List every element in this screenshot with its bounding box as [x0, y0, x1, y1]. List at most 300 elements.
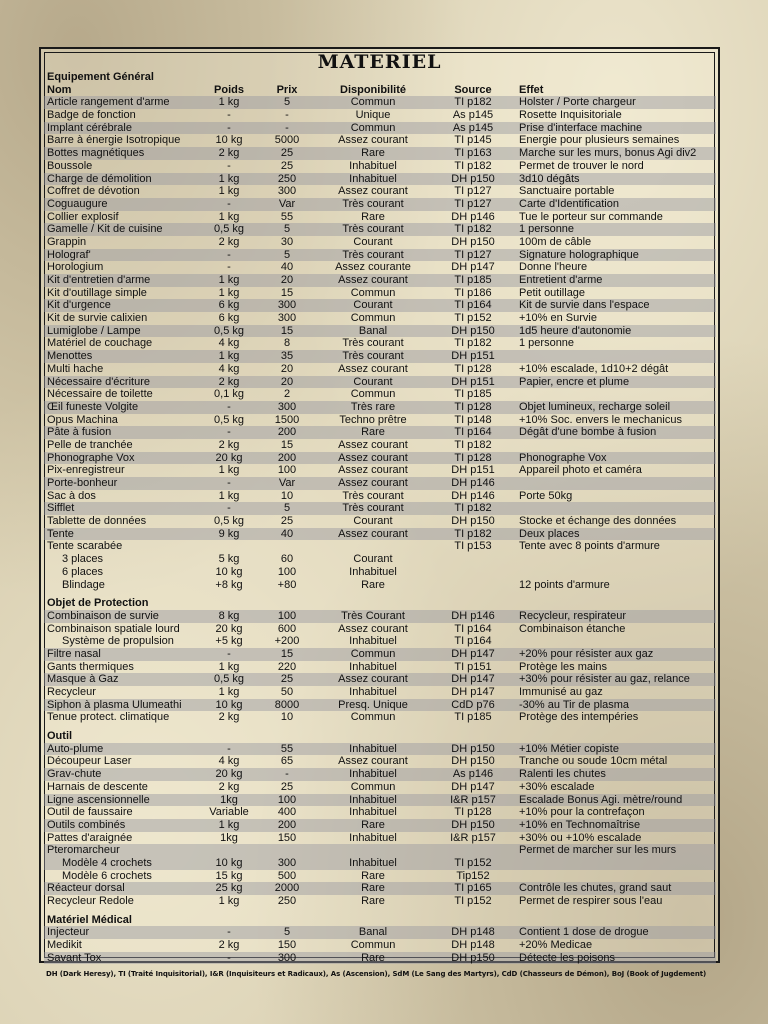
item-availability: Inhabituel	[349, 172, 397, 185]
table-row	[44, 515, 716, 528]
table-row	[44, 96, 716, 109]
item-weight: 2 kg	[218, 780, 240, 793]
item-price: 150	[277, 939, 297, 952]
item-effect: Prise d'interface machine	[519, 121, 643, 134]
item-effect: -30% au Tir de plasma	[519, 698, 630, 711]
item-weight: 2 kg	[218, 438, 240, 451]
item-weight: -	[227, 197, 231, 210]
item-price: 25	[280, 673, 294, 686]
item-price: 60	[280, 553, 294, 566]
item-source: DH p150	[451, 951, 495, 964]
table-row	[44, 540, 716, 553]
section-name: Matériel Médical	[47, 913, 132, 926]
item-price: 20	[280, 375, 294, 388]
item-weight: 1 kg	[218, 172, 240, 185]
table-row	[44, 376, 716, 389]
item-availability: Assez courant	[338, 185, 408, 198]
item-name: 6 places	[62, 565, 103, 578]
item-effect: Phonographe Vox	[519, 451, 607, 464]
item-name: Opus Machina	[47, 413, 118, 426]
item-effect: Porte 50kg	[519, 489, 573, 502]
item-source: TI p152	[454, 856, 492, 869]
item-availability: Rare	[361, 895, 385, 907]
table-row	[44, 134, 716, 147]
item-availability: Presq. Unique	[338, 698, 408, 711]
item-effect: 100m de câble	[519, 235, 592, 248]
item-name: Nécessaire d'écriture	[47, 375, 150, 388]
table-row	[44, 198, 716, 211]
item-price: 5	[283, 223, 291, 236]
item-availability: Assez courant	[338, 673, 408, 686]
item-name: Barre à énergie Isotropique	[47, 134, 181, 147]
item-availability: Très courant	[342, 197, 404, 210]
item-source: TI p128	[454, 400, 492, 413]
item-weight: 1 kg	[218, 350, 240, 363]
item-source: TI p127	[454, 197, 492, 210]
header-availability: Disponibilité	[340, 83, 406, 96]
item-availability: Assez courant	[338, 274, 408, 286]
item-effect: Carte d'Identification	[519, 197, 619, 210]
item-effect: +30% pour résister au gaz, relance	[519, 673, 690, 686]
item-source: DH p147	[451, 261, 495, 274]
table-row	[44, 579, 716, 592]
item-source: DH p150	[451, 742, 495, 755]
item-price: 150	[277, 831, 297, 844]
item-name: Article rangement d'arme	[47, 96, 170, 109]
item-availability: Très Courant	[341, 609, 405, 622]
item-source: DH p150	[451, 172, 495, 185]
item-name: Medikit	[47, 939, 82, 952]
item-price: 600	[277, 622, 297, 635]
table-row	[44, 819, 716, 832]
item-name: Bottes magnétiques	[47, 147, 145, 160]
item-weight: -	[227, 951, 231, 964]
item-name: Blindage	[62, 578, 105, 591]
header-price: Prix	[276, 83, 298, 96]
item-source: DH p150	[451, 818, 495, 831]
item-availability: Très courant	[342, 489, 404, 502]
item-price: 100	[277, 464, 297, 477]
item-weight: 10 kg	[215, 134, 243, 147]
item-effect: Permet de marcher sur les murs	[519, 844, 677, 857]
item-weight: 2 kg	[218, 147, 240, 160]
item-name: Implant cérébrale	[47, 121, 132, 134]
item-availability: Rare	[361, 210, 385, 223]
header-name: Nom	[47, 83, 72, 96]
item-name: Lumiglobe / Lampe	[47, 324, 141, 337]
item-availability: Rare	[361, 951, 385, 964]
item-name: Filtre nasal	[47, 647, 101, 660]
table-row	[44, 528, 716, 541]
item-effect: Recycleur, respirateur	[519, 609, 626, 622]
item-price: 5	[283, 96, 291, 109]
item-weight: 2 kg	[218, 375, 240, 388]
item-name: Découpeur Laser	[47, 755, 132, 768]
item-price: 300	[277, 856, 297, 869]
item-availability: Assez courant	[338, 451, 408, 464]
item-availability: Techno prêtre	[339, 413, 407, 426]
item-availability: Inhabituel	[349, 660, 397, 673]
item-availability: Rare	[361, 882, 385, 895]
table-row	[44, 223, 716, 236]
item-weight: 5 kg	[218, 553, 240, 566]
item-price: 400	[277, 806, 297, 819]
item-weight: 0,5 kg	[214, 413, 244, 426]
item-weight: 1 kg	[218, 210, 240, 223]
table-row	[44, 337, 716, 350]
item-source: TI p164	[454, 635, 492, 648]
item-effect: Protège les mains	[519, 660, 608, 673]
item-source: DH p150	[451, 235, 495, 248]
header-effect: Effet	[519, 83, 544, 96]
item-effect: +30% escalade	[519, 780, 595, 793]
item-source: TI p185	[454, 711, 492, 724]
item-availability: Rare	[361, 818, 385, 831]
item-name: Kit d'urgence	[47, 299, 111, 312]
item-price: 65	[280, 755, 294, 768]
item-source: TI p182	[454, 527, 492, 540]
table-row	[44, 312, 716, 325]
item-weight: 0,5 kg	[214, 223, 244, 236]
item-availability: Assez courant	[338, 362, 408, 375]
item-name: Savant Tox	[47, 951, 102, 964]
item-source: TI p152	[454, 895, 492, 907]
item-availability: Courant	[353, 235, 393, 248]
item-source: As p145	[452, 121, 494, 134]
item-availability: Banal	[358, 324, 388, 337]
item-availability: Rare	[361, 869, 385, 882]
table-row	[44, 401, 716, 414]
item-name: Matériel de couchage	[47, 337, 153, 350]
item-effect: 1 personne	[519, 337, 575, 350]
item-effect: Rosette Inquisitoriale	[519, 109, 622, 122]
item-source: TI p163	[454, 147, 492, 160]
item-effect: Combinaison étanche	[519, 622, 626, 635]
table-row	[44, 610, 716, 623]
item-price: 8	[283, 337, 291, 350]
item-price: 30	[280, 235, 294, 248]
item-price: 300	[277, 400, 297, 413]
item-source: TI p128	[454, 362, 492, 375]
table-row	[44, 895, 716, 908]
item-availability: Commun	[350, 96, 396, 109]
item-weight: -	[227, 502, 231, 515]
item-weight: -	[227, 400, 231, 413]
item-availability: Inhabituel	[349, 686, 397, 698]
item-weight: 1 kg	[218, 274, 240, 286]
item-weight: -	[227, 159, 231, 172]
item-effect: 1 personne	[519, 223, 575, 236]
item-name: Sac à dos	[47, 489, 96, 502]
item-effect: Stocke et échange des données	[519, 515, 677, 528]
table-row	[44, 832, 716, 845]
item-effect: +10% Soc. envers le mechanicus	[519, 413, 682, 426]
item-weight: -	[227, 742, 231, 755]
item-source: TI p182	[454, 159, 492, 172]
source-legend: DH (Dark Heresy), TI (Traité Inquisitorial), I&R (Inquisiteurs et Radicaux), As (Ascension), SdM (Le Sang des Martyrs), CdD (Chasseurs de Démon), BoJ (Book of Jugdement)	[46, 970, 707, 978]
item-name: Boussole	[47, 159, 93, 172]
item-effect: Holster / Porte chargeur	[519, 96, 636, 109]
item-availability: Assez courant	[338, 527, 408, 540]
item-weight: 0,5 kg	[214, 673, 244, 686]
item-source: Tip152	[456, 869, 490, 882]
table-row	[44, 261, 716, 274]
item-availability: Inhabituel	[349, 806, 397, 819]
item-source: TI p164	[454, 622, 492, 635]
item-source: TI p148	[454, 413, 492, 426]
item-availability: Très courant	[342, 223, 404, 236]
item-weight: +5 kg	[215, 635, 243, 648]
table-row	[44, 490, 716, 503]
table-row	[44, 768, 716, 781]
item-name: Combinaison de survie	[47, 609, 159, 622]
item-weight: 20 kg	[215, 622, 243, 635]
item-source: TI p182	[454, 502, 492, 515]
item-price: 20	[280, 274, 294, 286]
item-effect: Marche sur les murs, bonus Agi div2	[519, 147, 697, 160]
table-row	[44, 711, 716, 724]
table-row	[44, 502, 716, 515]
item-name: Multi hache	[47, 362, 104, 375]
item-price: -	[285, 768, 289, 781]
item-effect: +10% en Survie	[519, 312, 597, 325]
table-row	[44, 882, 716, 895]
item-availability: Commun	[350, 780, 396, 793]
item-source: DH p148	[451, 926, 495, 939]
item-effect: Tranche ou soude 10cm métal	[519, 755, 668, 768]
item-name: Nécessaire de toilette	[47, 388, 153, 401]
item-weight: 15 kg	[215, 869, 243, 882]
item-availability: Commun	[350, 711, 396, 724]
table-row	[44, 870, 716, 883]
item-source: As p146	[452, 768, 494, 781]
item-weight: 1kg	[220, 793, 238, 806]
table-row	[44, 844, 716, 857]
item-weight: 25 kg	[215, 882, 243, 895]
item-price: 500	[277, 869, 297, 882]
item-source: TI p165	[454, 882, 492, 895]
item-effect: Deux places	[519, 527, 580, 540]
item-price: 5000	[274, 134, 300, 147]
item-effect: +10% pour la contrefaçon	[519, 806, 645, 819]
item-effect: Energie pour plusieurs semaines	[519, 134, 680, 147]
item-weight: 1 kg	[218, 185, 240, 198]
item-availability: Assez courante	[335, 261, 411, 274]
item-price: 5	[283, 926, 291, 939]
item-effect: Tente avec 8 points d'armure	[519, 540, 660, 553]
item-price: 15	[280, 438, 294, 451]
item-availability: Inhabituel	[349, 565, 397, 578]
item-availability: Très rare	[350, 400, 396, 413]
item-name: Gants thermiques	[47, 660, 134, 673]
item-name: Pteromarcheur	[47, 844, 120, 857]
item-availability: Assez courant	[338, 134, 408, 147]
item-effect: Sanctuaire portable	[519, 185, 615, 198]
item-availability: Commun	[350, 939, 396, 952]
item-name: Injecteur	[47, 926, 90, 939]
item-availability: Courant	[353, 375, 393, 388]
item-price: 300	[277, 312, 297, 325]
item-source: As p145	[452, 109, 494, 122]
item-name: Recycleur	[47, 686, 96, 698]
item-availability: Inhabituel	[349, 768, 397, 781]
item-weight: 0,5 kg	[214, 324, 244, 337]
table-row	[44, 185, 716, 198]
item-name: Ligne ascensionnelle	[47, 793, 150, 806]
section-name: Equipement Général	[47, 71, 154, 83]
item-weight: -	[227, 109, 231, 122]
item-availability: Très courant	[342, 350, 404, 363]
item-price: 200	[277, 426, 297, 439]
equipment-table	[44, 71, 716, 964]
table-row	[44, 806, 716, 819]
item-price: 5	[283, 502, 291, 515]
item-source: I&R p157	[450, 831, 496, 844]
table-row	[44, 781, 716, 794]
item-name: Tablette de données	[47, 515, 147, 528]
table-row	[44, 755, 716, 768]
item-weight: 1 kg	[218, 660, 240, 673]
item-availability: Inhabituel	[349, 159, 397, 172]
table-row	[44, 699, 716, 712]
item-source: TI p152	[454, 312, 492, 325]
table-row	[44, 211, 716, 224]
item-effect: Dégât d'une bombe à fusion	[519, 426, 657, 439]
item-availability: Courant	[353, 515, 393, 528]
item-weight: 1 kg	[218, 96, 240, 109]
item-source: DH p147	[451, 673, 495, 686]
item-source: DH p146	[451, 477, 495, 489]
item-price: 220	[277, 660, 297, 673]
table-row	[44, 236, 716, 249]
item-weight: 1 kg	[218, 818, 240, 831]
item-availability: Courant	[353, 299, 393, 312]
item-price: 250	[277, 895, 297, 907]
table-row	[44, 414, 716, 427]
item-name: Coffret de dévotion	[47, 185, 140, 198]
item-price: 55	[280, 210, 294, 223]
item-availability: Très courant	[342, 337, 404, 350]
item-name: Charge de démolition	[47, 172, 152, 185]
item-effect: Permet de respirer sous l'eau	[519, 895, 663, 907]
item-availability: Très courant	[342, 502, 404, 515]
item-name: Kit d'outillage simple	[47, 286, 147, 299]
item-source: TI p127	[454, 248, 492, 261]
item-price: 100	[277, 793, 297, 806]
item-weight: 10 kg	[215, 565, 243, 578]
item-effect: Signature holographique	[519, 248, 639, 261]
item-availability: Banal	[358, 926, 388, 939]
item-effect: 12 points d'armure	[519, 578, 610, 591]
table-row	[44, 452, 716, 465]
table-row	[44, 952, 716, 965]
item-effect: Appareil photo et caméra	[519, 464, 642, 477]
table-row	[44, 794, 716, 807]
item-source: TI p182	[454, 223, 492, 236]
item-price: 15	[280, 324, 294, 337]
item-availability: Commun	[350, 286, 396, 299]
item-name: Outil de faussaire	[47, 806, 133, 819]
item-effect: Contrôle les chutes, grand saut	[519, 882, 672, 895]
item-source: DH p150	[451, 755, 495, 768]
item-weight: 6 kg	[218, 312, 240, 325]
item-price: 25	[280, 147, 294, 160]
table-row	[44, 464, 716, 477]
item-weight: 2 kg	[218, 939, 240, 952]
table-row	[44, 287, 716, 300]
item-name: Auto-plume	[47, 742, 104, 755]
item-name: Modèle 6 crochets	[62, 869, 152, 882]
item-price: 200	[277, 818, 297, 831]
item-effect: Objet lumineux, recharge soleil	[519, 400, 671, 413]
item-name: Tente	[47, 527, 74, 540]
item-availability: Commun	[350, 121, 396, 134]
item-effect: Protège des intempéries	[519, 711, 639, 724]
item-name: Gamelle / Kit de cuisine	[47, 223, 163, 236]
item-source: DH p146	[451, 489, 495, 502]
item-price: 300	[277, 299, 297, 312]
item-weight: 10 kg	[215, 698, 243, 711]
item-name: 3 places	[62, 553, 103, 566]
item-source: I&R p157	[450, 793, 496, 806]
item-name: Tente scarabée	[47, 540, 123, 553]
table-header-row	[44, 84, 716, 97]
item-source: DH p148	[451, 939, 495, 952]
item-name: Tenue protect. climatique	[47, 711, 170, 724]
table-row	[44, 363, 716, 376]
item-name: Grav-chute	[47, 768, 102, 781]
item-name: Combinaison spatiale lourd	[47, 622, 180, 635]
table-row	[44, 325, 716, 338]
item-weight: +8 kg	[215, 578, 243, 591]
table-row	[44, 109, 716, 122]
item-source: DH p150	[451, 515, 495, 528]
item-effect: Permet de trouver le nord	[519, 159, 644, 172]
item-source: DH p151	[451, 350, 495, 363]
table-row	[44, 122, 716, 135]
item-effect: 1d5 heure d'autonomie	[519, 324, 632, 337]
item-source: TI p153	[454, 540, 492, 553]
table-row	[44, 439, 716, 452]
item-effect: +30% ou +10% escalade	[519, 831, 642, 844]
item-name: Kit d'entretien d'arme	[47, 274, 151, 286]
table-row	[44, 388, 716, 401]
item-price: 25	[280, 780, 294, 793]
item-name: Coguaugure	[47, 197, 108, 210]
item-effect: +10% escalade, 1d10+2 dégât	[519, 362, 669, 375]
item-source: TI p182	[454, 438, 492, 451]
item-source: DH p147	[451, 686, 495, 698]
item-availability: Unique	[355, 109, 391, 122]
item-price: 10	[280, 489, 294, 502]
item-availability: Assez courant	[338, 477, 408, 489]
item-effect: Papier, encre et plume	[519, 375, 630, 388]
item-price: 2	[283, 388, 291, 401]
item-price: 100	[277, 565, 297, 578]
item-price: -	[285, 121, 289, 134]
item-weight: -	[227, 261, 231, 274]
header-weight: Poids	[214, 83, 244, 96]
table-row	[44, 274, 716, 287]
item-weight: 0,5 kg	[214, 515, 244, 528]
item-price: 25	[280, 159, 294, 172]
item-source: TI p185	[454, 388, 492, 401]
item-weight: 1 kg	[218, 686, 240, 698]
item-effect: Kit de survie dans l'espace	[519, 299, 650, 312]
item-name: Outils combinés	[47, 818, 126, 831]
item-effect: Ralenti les chutes	[519, 768, 606, 781]
item-price: 35	[280, 350, 294, 363]
